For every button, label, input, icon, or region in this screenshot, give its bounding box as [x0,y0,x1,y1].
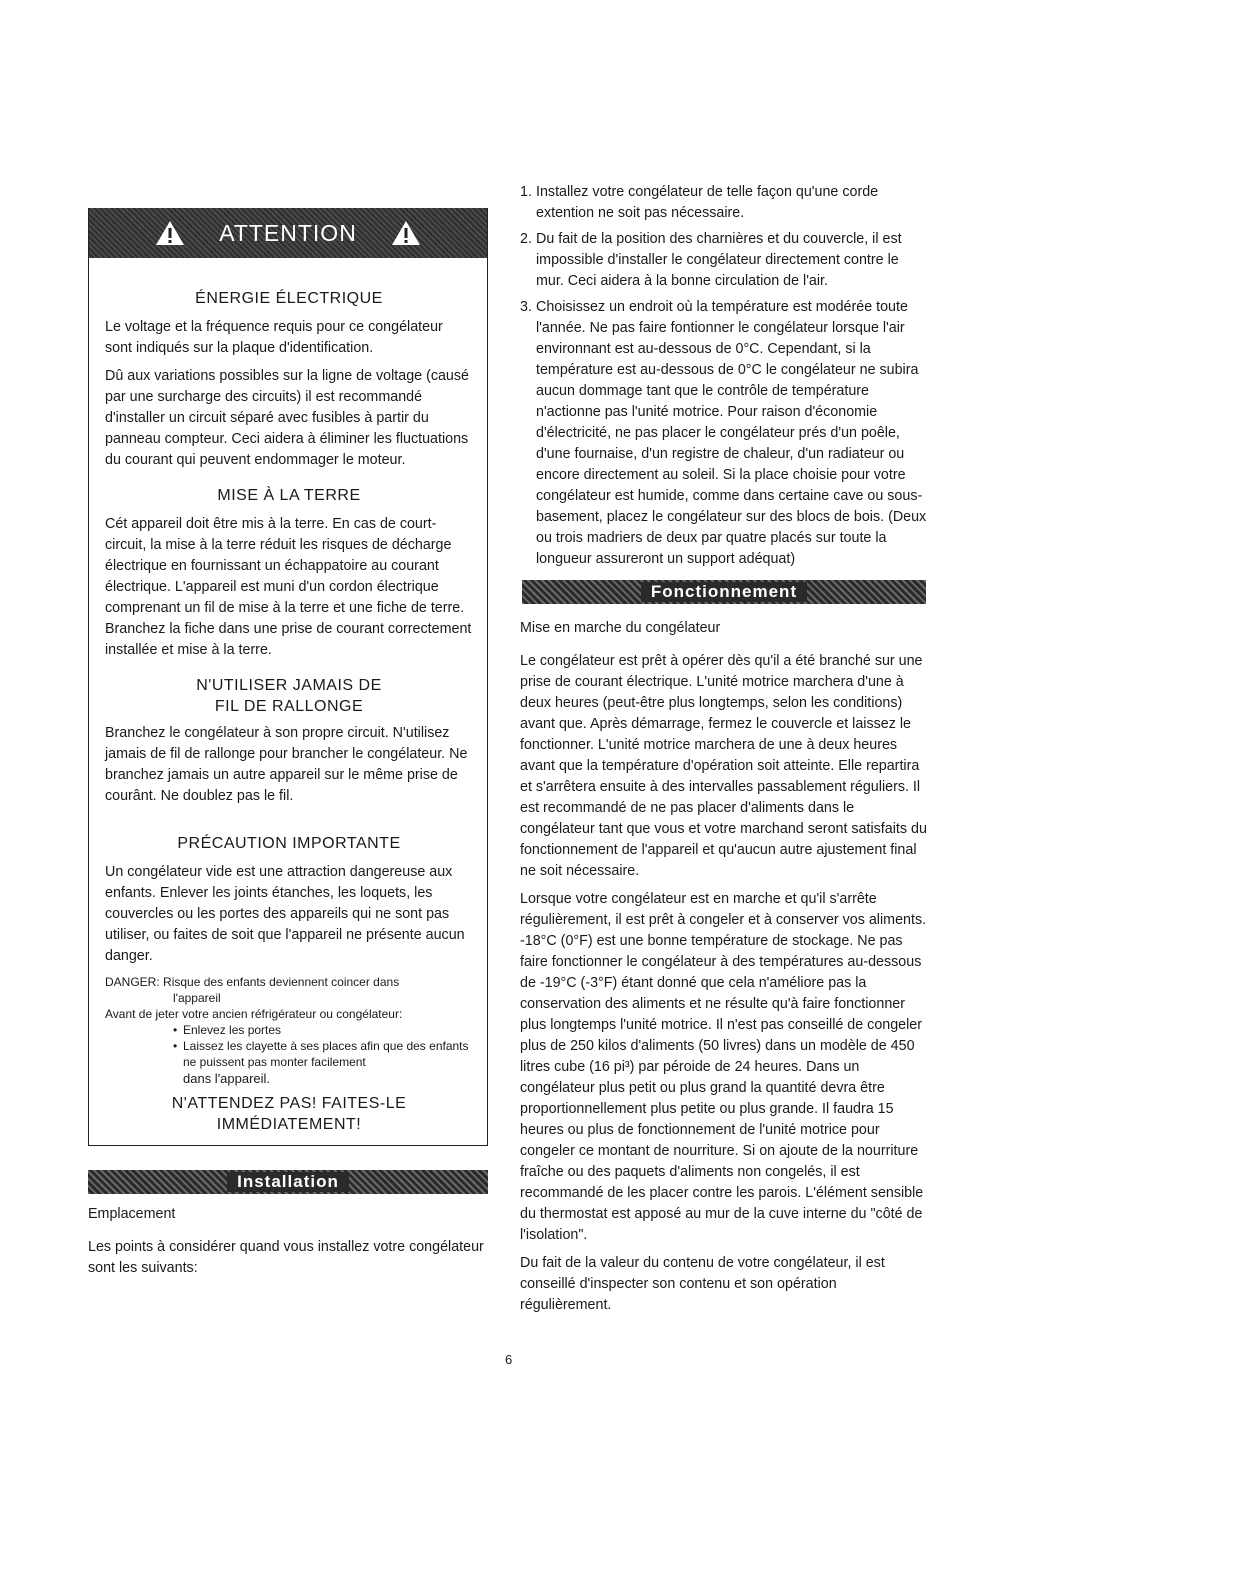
avant-text: Avant de jeter votre ancien réfrigérateur ou congélateur: [105,1007,403,1021]
mise-en-marche-heading: Mise en marche du congélateur [520,620,721,636]
energie-paragraph-2: Dû aux variations possibles sur la ligne de voltage (causé par une surcharge des circuits) il est recommandé d'installer un circuit séparé avec fusibles à partir du panneau compteur. Ceci aidera à éliminer les fluctuations du courant qui peuvent endommager le moteur. [105,368,469,468]
danger-text-continued: l'appareil [173,991,221,1005]
precaution-heading: PRÉCAUTION IMPORTANTE [177,835,401,852]
installation-title: Installation [227,1172,349,1192]
list-item: • Enlevez les portes [173,1022,473,1038]
installation-list [520,182,930,570]
warning-icon [155,219,185,247]
final-heading-line-1: N'ATTENDEZ PAS! FAITES-LE [171,1095,407,1112]
fonctionnement-banner [522,580,926,604]
fonctionnement-title: Fonctionnement [641,582,807,602]
list-item: • Laissez les clayette à ses places afin que des enfants ne puissent pas monter facilement [173,1038,473,1070]
final-heading [105,1093,473,1135]
fonctionnement-paragraph-2: Lorsque votre congélateur est en marche et qu'il s'arrête régulièrement, il est prêt à congeler et à conserver vos aliments. -18°C (0°F) est une bonne température de stockage. Ne pas faire fonctionner le congélateur à des températures au-dessous de -19°C (-3°F) étant donné que cela n'améliore pas la conservation des aliments et ne résulte qu'à faire fonctionner plus longtemps l'unité motrice. Il n'est pas conseillé de congeler plus de 250 kilos d'aliments (50 livres) dans un modèle de 450 litres cube (16 pi³) par péroide de 24 heures. Dans un congélateur plus petit ou plus grand la quantité devra être proportionnellement plus petite ou plus grande. Il faudra 15 heures ou plus de fonctionnement de l'unité motrice pour congeler ce montant de nourriture. Si on ajoute de la nourriture fraîche ou des paquets d'aliments non congelés, il est recommandé de les placer contre les parois. L'élément sensible du thermostat est apposé au mur de la cuve interne du "côté de l'isolation". [520,891,927,1243]
warning-icon [391,219,421,247]
final-heading-line-2: IMMÉDIATEMENT! [216,1116,362,1133]
fonctionnement-paragraph-1: Le congélateur est prêt à opérer dès qu'il a été branché sur une prise de courant électrique. L'unité motrice marchera d'une à deux heures (peut-être plus longtemps, selon les conditions) avant que. Après démarrage, fermez le couvercle et laissez le fonctionner. L'unité motrice marchera de une à deux heures avant que la température d'opération soit atteinte. Elle repartira et s'arrêtera ensuite à des intervalles passablement réguliers. Il est recommandé de ne pas placer d'aliments dans le congélateur tant que vous et votre marchand seront satisfaits du fonctionnement de l'appareil et qu'aucun autre ajustement final ne soit nécessaire. [520,653,927,879]
attention-box [88,208,488,1146]
right-column [520,182,930,1323]
installation-banner [88,1170,488,1194]
left-column [88,208,488,1286]
precaution-paragraph: Un congélateur vide est une attraction dangereuse aux enfants. Enlever les joints étanches, les loquets, les couvercles ou les portes des appareils qui ne sont pas utiliser, ou faites de soit que l'appareil ne présente aucun danger. [105,864,465,964]
list-item [520,182,930,224]
attention-banner [89,208,487,258]
list-number: 3. [520,299,532,315]
danger-label: DANGER: [105,975,160,989]
danger-text: Risque des enfants deviennent coincer dans [163,975,400,989]
energie-heading: ÉNERGIE ÉLECTRIQUE [195,290,383,307]
list-text: Choisissez un endroit où la température est modérée toute l'année. Ne pas faire fontionner le congélateur lorsque l'air environnant est au-dessous de 0°C. Cependant, si la température est au-dessous de 0°C le congélateur ne subira aucun dommage tant que le contrôle de température n'actionne pas l'unité motrice. Pour raison d'économie d'électricité, ne pas placer le congélateur prés d'un poêle, d'une fournaise, d'un registre de chaleur, d'un radiateur ou encore directement au soleil. Si la place choisie pour votre congélateur est humide, comme dans certaine cave ou sous-basement, placez le congélateur sur des blocs de bois. (Deux ou trois madriers de deux par quatre placés sur toute la longueur assureront un support adéquat) [536,299,927,567]
list-item [520,297,930,570]
rallonge-heading-line-2: FIL DE RALLONGE [214,698,364,715]
list-item [520,229,930,292]
list-number: 1. [520,184,532,200]
terre-heading: MISE À LA TERRE [217,487,361,504]
list-text: Installez votre congélateur de telle façon qu'une corde extention ne soit pas nécessaire. [536,184,879,221]
attention-title: ATTENTION [219,219,357,246]
rallonge-paragraph: Branchez le congélateur à son propre circuit. N'utilisez jamais de fil de rallonge pour brancher le congélateur. Ne branchez jamais un autre appareil sur le même prise de courânt. Ne doublez pas le fil. [105,725,468,804]
danger-notice [105,974,473,990]
fonctionnement-paragraph-3: Du fait de la valeur du contenu de votre congélateur, il est conseillé d'inspecter son contenu et son opération régulièrement. [520,1255,885,1313]
bullet-tail: dans l'appareil. [183,1071,271,1086]
terre-paragraph: Cét appareil doit être mis à la terre. En cas de court-circuit, la mise à la terre réduit les risques de décharge électrique en fournissant un échappatoire au courant électrique. L'appareil est muni d'un cordon électrique comprenant un fil de mise à la terre et une fiche de terre. Branchez la fiche dans une prise de courant correctement installée et mise à la terre. [105,516,472,658]
bullet-list [105,1022,473,1070]
list-number: 2. [520,231,532,247]
energie-paragraph-1: Le voltage et la fréquence requis pour ce congélateur sont indiqués sur la plaque d'identification. [105,319,443,356]
rallonge-heading [105,675,473,717]
page-number: 6 [505,1352,513,1367]
installation-intro: Les points à considérer quand vous installez votre congélateur sont les suivants: [88,1239,484,1276]
list-text: Du fait de la position des charnières et du couvercle, il est impossible d'installer le congélateur directement contre le mur. Ceci aidera à la bonne circulation de l'air. [536,231,902,289]
rallonge-heading-line-1: N'UTILISER JAMAIS DE [196,677,382,694]
emplacement-heading: Emplacement [88,1206,176,1222]
